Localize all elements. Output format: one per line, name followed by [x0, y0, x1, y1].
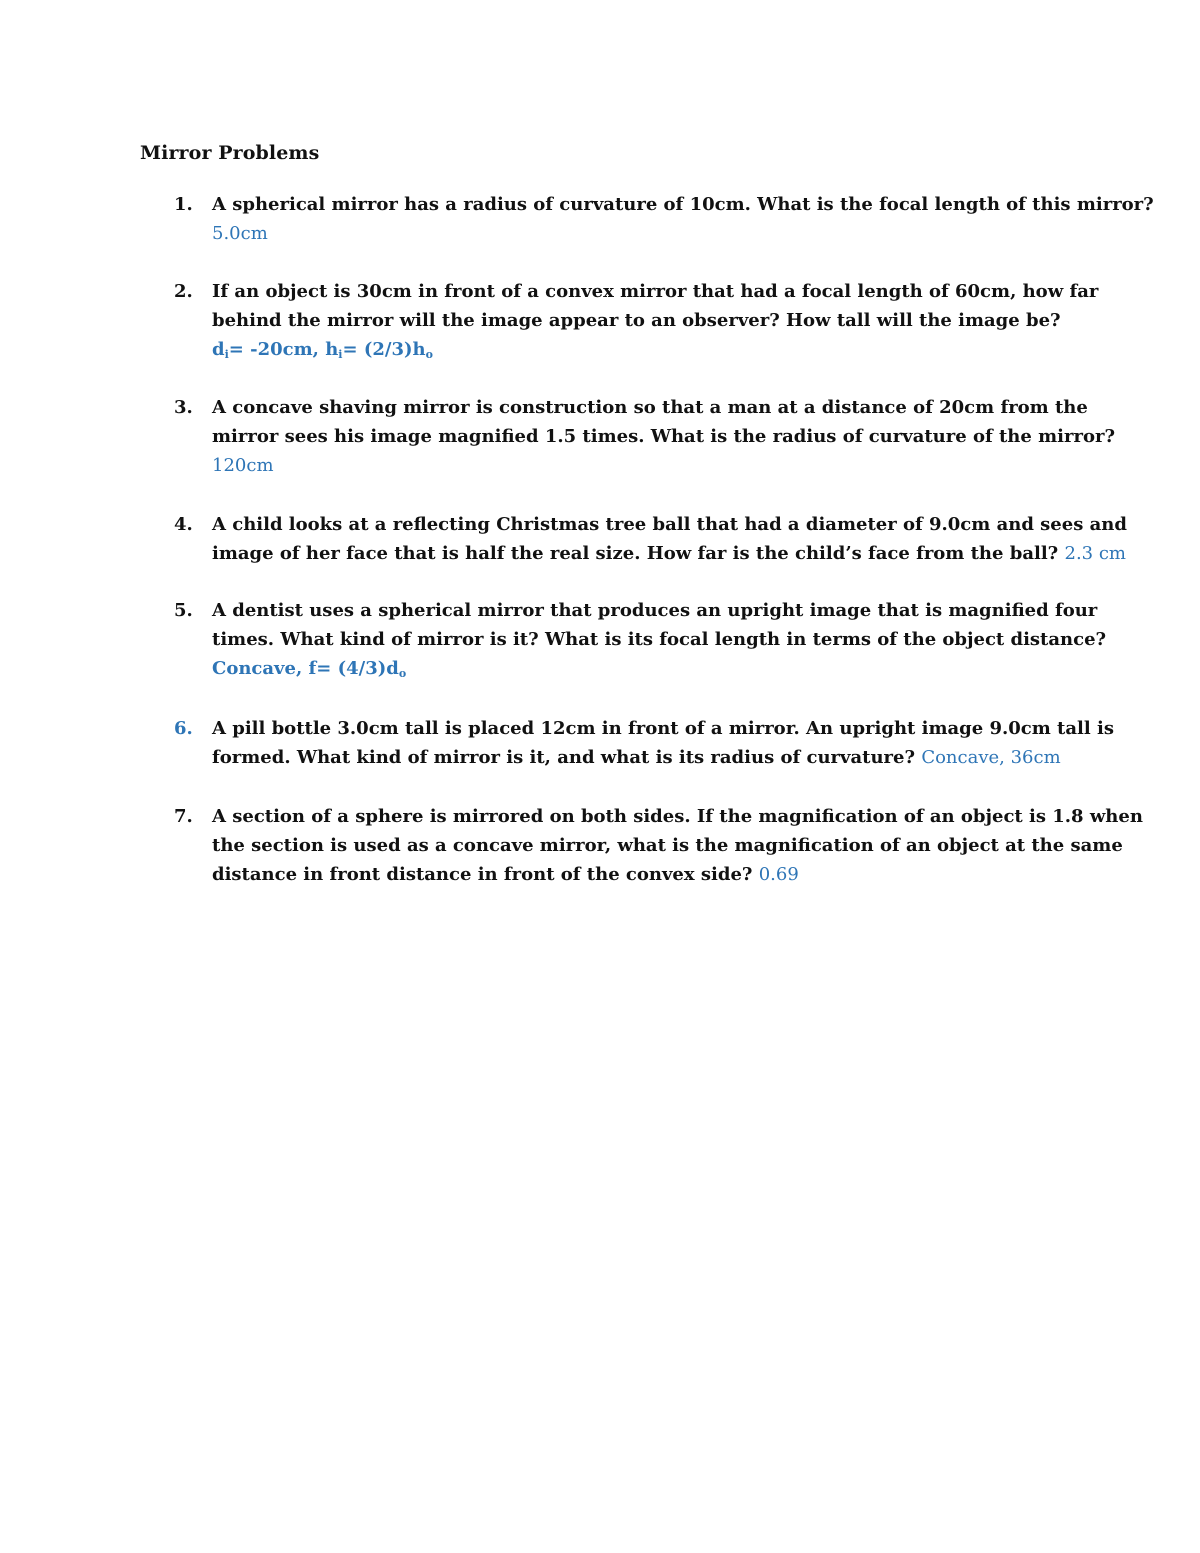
- answer: Concave, $f= (4/3)d_o$: [212, 658, 407, 680]
- answer: $d_i= -20cm$, $h_i= (2/3)h_o$: [212, 339, 433, 361]
- problem-number: 4.: [174, 514, 193, 535]
- problem-text-with-answer: formed. What kind of mirror is it, and what is its radius of curvature? Concave, 36cm: [212, 747, 1061, 768]
- problem-number: 7.: [174, 806, 193, 827]
- problem-text: A concave shaving mirror is construction so that a man at a distance of 20cm from the: [212, 397, 1088, 418]
- problem-text: behind the mirror will the image appear to an observer? How tall will the image be?: [212, 310, 1061, 331]
- problem-text: mirror sees his image magnified 1.5 times. What is the radius of curvature of the mirror?: [212, 426, 1115, 447]
- problem-text: A dentist uses a spherical mirror that produces an upright image that is magnified four: [212, 600, 1098, 621]
- problem-1: [174, 190, 1154, 250]
- problem-7: [174, 802, 1143, 892]
- problem-text: A child looks at a reflecting Christmas tree ball that had a diameter of 9.0cm and sees and: [212, 514, 1127, 535]
- problem-number: 3.: [174, 397, 193, 418]
- problem-text: times. What kind of mirror is it? What is its focal length in terms of the object distance?: [212, 629, 1107, 650]
- answer: 120cm: [212, 455, 274, 476]
- problem-number: 1.: [174, 194, 193, 215]
- problem-text-with-answer: image of her face that is half the real size. How far is the child’s face from the ball? 2.3 cm: [212, 543, 1126, 564]
- problem-text: If an object is 30cm in front of a convex mirror that had a focal length of 60cm, how far: [212, 281, 1099, 302]
- problem-text: A pill bottle 3.0cm tall is placed 12cm in front of a mirror. An upright image 9.0cm tall is: [212, 718, 1114, 739]
- problem-3: [174, 393, 1115, 483]
- problem-5: [174, 596, 1107, 686]
- document-title: Mirror Problems: [140, 142, 320, 164]
- answer: 2.3 cm: [1064, 543, 1126, 564]
- problem-text: A section of a sphere is mirrored on both sides. If the magnification of an object is 1.8 when: [212, 806, 1143, 827]
- problem-number: 5.: [174, 600, 193, 621]
- answer: Concave, 36cm: [921, 747, 1061, 768]
- problem-4: [174, 510, 1127, 570]
- answer: 5.0cm: [212, 223, 268, 244]
- problem-number: 2.: [174, 281, 193, 302]
- problem-2: [174, 277, 1099, 367]
- problem-6: [174, 714, 1114, 774]
- problem-text: the section is used as a concave mirror, what is the magnification of an object at the same: [212, 835, 1123, 856]
- problem-text: A spherical mirror has a radius of curvature of 10cm. What is the focal length of this mirror?: [212, 194, 1154, 215]
- problem-text-with-answer: distance in front distance in front of the convex side? 0.69: [212, 864, 799, 885]
- answer: 0.69: [758, 864, 799, 885]
- problem-number: 6.: [174, 718, 193, 739]
